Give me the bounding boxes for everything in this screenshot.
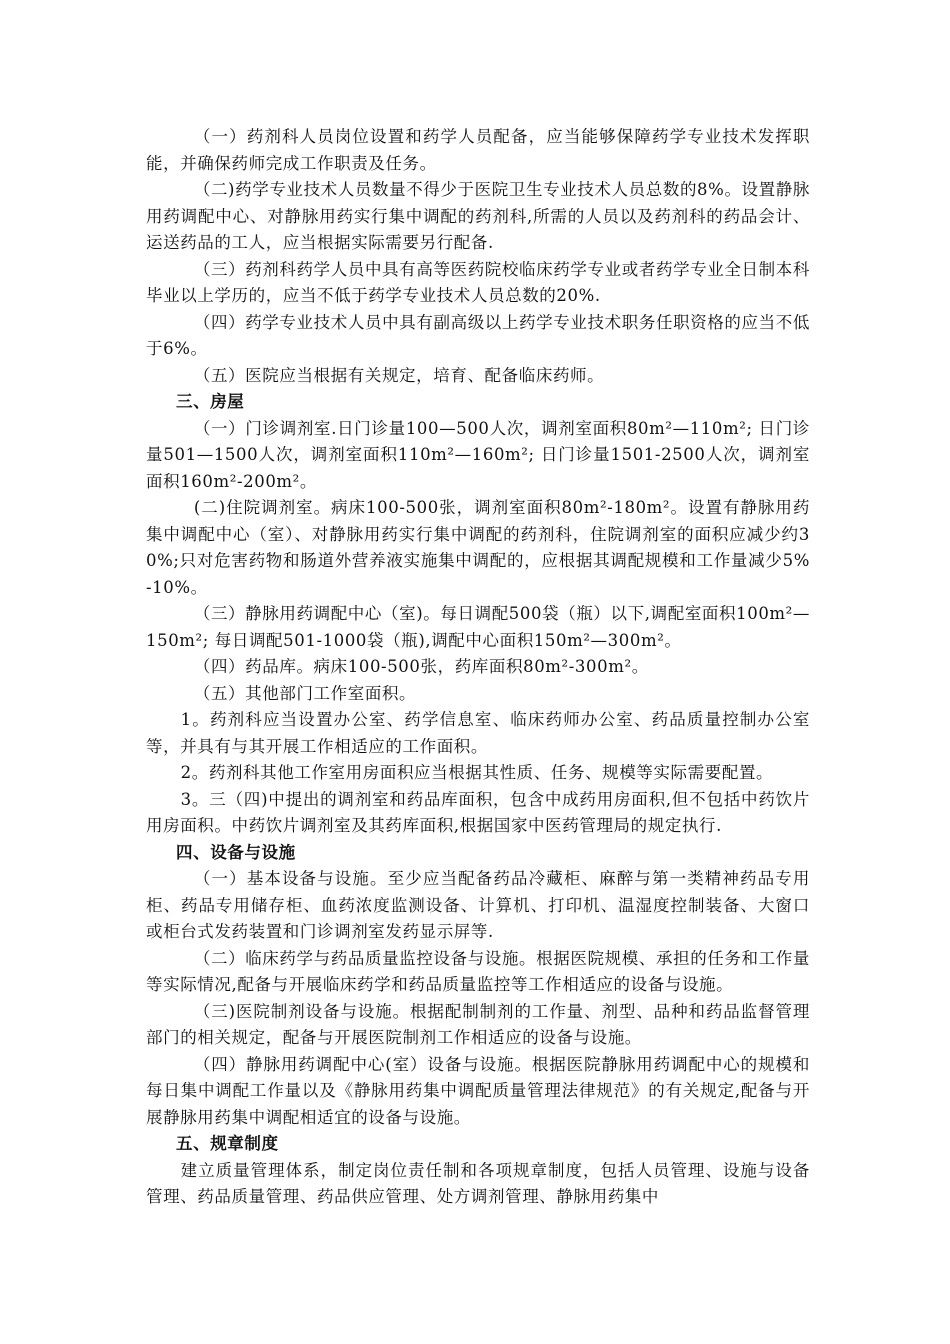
paragraph-housing-item-1: 1。药剂科应当设置办公室、药学信息室、临床药师办公室、药品质量控制办公室等，并具有与其开展工作相适应的工作面积。 — [146, 710, 810, 756]
paragraph-housing-2: (二)住院调剂室。病床100-500张，调剂室面积80m²-180m²。设置有静脉用药集中调配中心（室）、对静脉用药实行集中调配的药剂科，住院调剂室的面积应减少约30%;只对危害药物和肠道外营养液实施集中调配的，应根据其调配规模和工作量减少5%-10%。 — [146, 498, 810, 597]
paragraph-equipment-3: （三)医院制剂设备与设施。根据配制制剂的工作量、剂型、品种和药品监督管理部门的相关规定，配备与开展医院制剂工作相适应的设备与设施。 — [146, 1001, 810, 1047]
heading-rules: 五、规章制度 — [176, 1134, 279, 1153]
paragraph-staffing-1: （一）药剂科人员岗位设置和药学人员配备，应当能够保障药学专业技术发挥职能，并确保药师完成工作职责及任务。 — [146, 127, 810, 173]
paragraph-equipment-1: （一）基本设备与设施。至少应当配备药品冷藏柜、麻醉与第一类精神药品专用柜、药品专用储存柜、血药浓度监测设备、计算机、打印机、温湿度控制装备、大窗口或柜台式发药装置和门诊调剂室发药显示屏等. — [146, 869, 810, 941]
document-page — [146, 124, 810, 1211]
paragraph-staffing-3: （三）药剂科药学人员中具有高等医药院校临床药学专业或者药学专业全日制本科毕业以上学历的，应当不低于药学专业技术人员总数的20%. — [146, 259, 810, 305]
paragraph-equipment-4: （四）静脉用药调配中心(室）设备与设施。根据医院静脉用药调配中心的规模和每日集中调配工作量以及《静脉用药集中调配质量管理法律规范》的有关规定,配备与开展静脉用药集中调配相适宜的设备与设施。 — [146, 1054, 810, 1127]
paragraph-housing-1: （一）门诊调剂室.日门诊量100—500人次，调剂室面积80m²—110m²; 日门诊量501—1500人次，调剂室面积110m²—160m²; 日门诊量1501-2500人次，调剂室面积160m²-200m²。 — [146, 418, 810, 491]
paragraph-housing-item-3: 3。三（四)中提出的调剂室和药品库面积，包含中成药用房面积,但不包括中药饮片用房面积。中药饮片调剂室及其药库面积,根据国家中医药管理局的规定执行. — [146, 789, 810, 835]
paragraph-staffing-4: （四）药学专业技术人员中具有副高级以上药学专业技术职务任职资格的应当不低于6%。 — [146, 312, 810, 358]
paragraph-housing-3: （三）静脉用药调配中心（室)。每日调配500袋（瓶）以下,调配室面积100m²—150m²; 每日调配501-1000袋（瓶),调配中心面积150m²—300m²。 — [146, 604, 810, 650]
heading-equipment: 四、设备与设施 — [176, 842, 296, 862]
paragraph-housing-4: （四）药品库。病床100-500张，药库面积80m²-300m²。 — [193, 657, 649, 676]
paragraph-staffing-2: （二)药学专业技术人员数量不得少于医院卫生专业技术人员总数的8%。设置静脉用药调配中心、对静脉用药实行集中调配的药剂科,所需的人员以及药剂科的药品会计、运送药品的工人，应当根据实际需要另行配备. — [146, 180, 810, 252]
paragraph-staffing-5: （五）医院应当根据有关规定，培育、配备临床药师。 — [193, 365, 605, 385]
paragraph-housing-item-2: 2。药剂科其他工作室用房面积应当根据其性质、任务、规模等实际需要配置。 — [180, 763, 774, 782]
paragraph-equipment-2: （二）临床药学与药品质量监控设备与设施。根据医院规模、承担的任务和工作量等实际情况,配备与开展临床药学和药品质量监控等工作相适应的设备与设施。 — [146, 948, 810, 994]
heading-housing: 三、房屋 — [176, 392, 245, 411]
paragraph-rules-1: 建立质量管理体系，制定岗位责任制和各项规章制度，包括人员管理、设施与设备管理、药品质量管理、药品供应管理、处方调剂管理、静脉用药集中 — [146, 1160, 810, 1206]
paragraph-housing-5: （五）其他部门工作室面积。 — [193, 683, 417, 703]
